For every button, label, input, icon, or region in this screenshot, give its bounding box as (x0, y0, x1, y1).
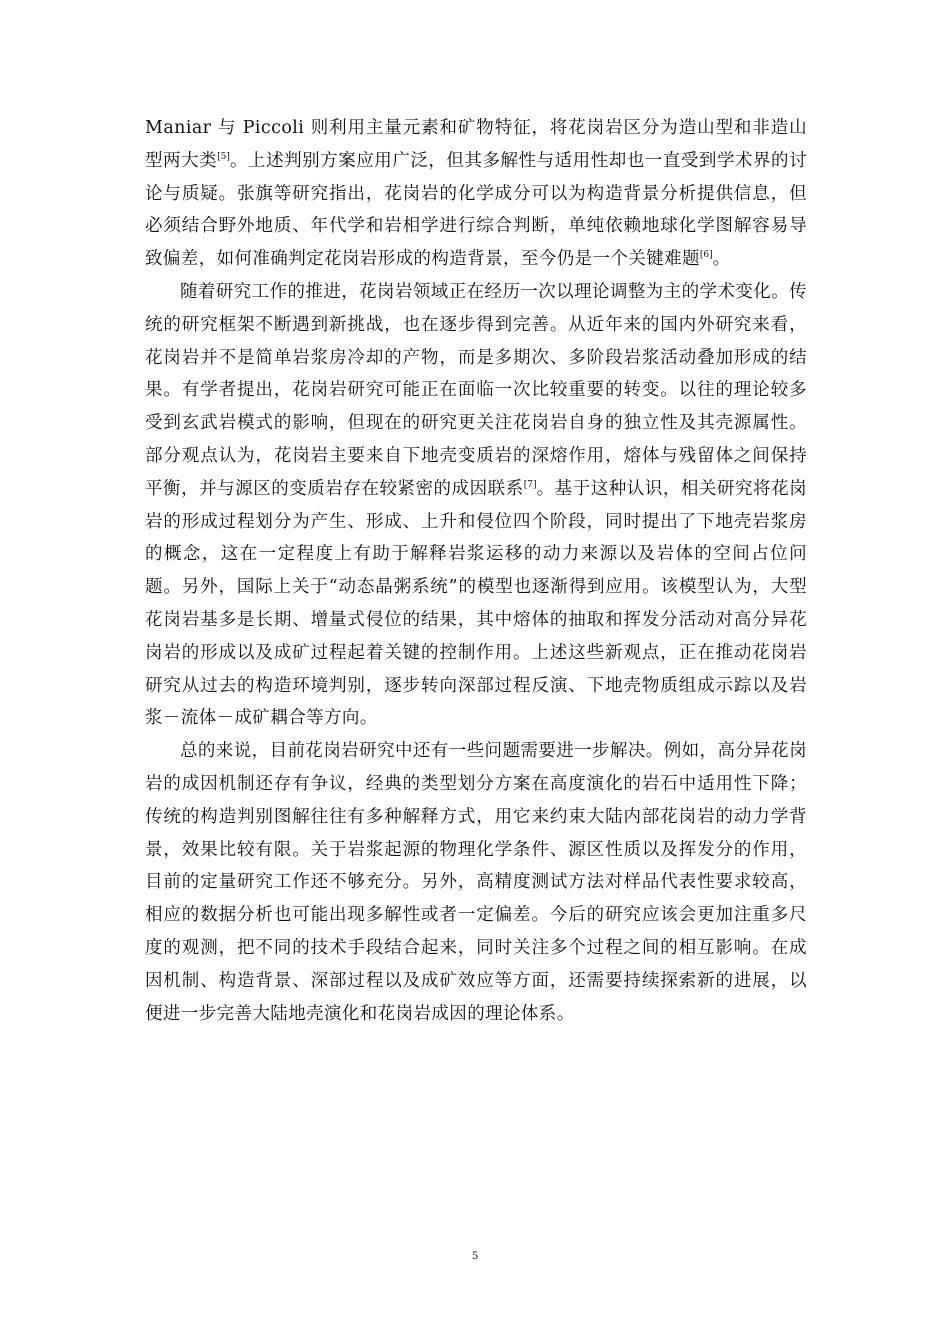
body-text (145, 112, 807, 1030)
citation-ref: [6] (699, 250, 713, 261)
paragraph-text: 随着研究工作的推进，花岗岩领域正在经历一次以理论调整为主的学术变化。传统的研究框架不断遇到新挑战，也在逐步得到完善。从近年来的国内外研究来看，花岗岩并不是简单岩浆房冷却的产物，而是多期次、多阶段岩浆活动叠加形成的结果。有学者提出，花岗岩研究可能正在面临一次比较重要的转变。以往的理论较多受到玄武岩模式的影响，但现在的研究更关注花岗岩自身的独立性及其壳源属性。部分观点认为，花岗岩主要来自下地壳变质岩的深熔作用，熔体与残留体之间保持平衡，并与源区的变质岩存在较紧密的成因联系 (145, 281, 807, 499)
paragraph-1 (145, 112, 807, 276)
paragraph-3 (145, 735, 807, 1030)
paragraph-text: 总的来说，目前花岗岩研究中还有一些问题需要进一步解决。例如，高分异花岗岩的成因机制还存有争议，经典的类型划分方案在高度演化的岩石中适用性下降；传统的构造判别图解往往有多种解释方式，用它来约束大陆内部花岗岩的动力学背景，效果比较有限。关于岩浆起源的物理化学条件、源区性质以及挥发分的作用，目前的定量研究工作还不够充分。另外，高精度测试方法对样品代表性要求较高，相应的数据分析也可能出现多解性或者一定偏差。今后的研究应该会更加注重多尺度的观测，把不同的技术手段结合起来，同时关注多个过程之间的相互影响。在成因机制、构造背景、深部过程以及成矿效应等方面，还需要持续探索新的进展，以便进一步完善大陆地壳演化和花岗岩成因的理论体系。 (145, 741, 807, 1024)
paragraph-text: 。 (712, 249, 731, 270)
citation-ref: [5] (217, 151, 230, 162)
citation-ref: [7] (523, 479, 537, 490)
paragraph-text: Maniar 与 Piccoli 则利用主量元素和矿物特征，将花岗岩区分为造山型和非造山型两大类 (145, 118, 807, 171)
page-number: 5 (472, 1248, 478, 1262)
paragraph-2 (145, 276, 807, 735)
paragraph-text: 。基于这种认识，相关研究将花岗岩的形成过程划分为产生、形成、上升和侵位四个阶段，同时提出了下地壳岩浆房的概念，这在一定程度上有助于解释岩浆运移的动力来源以及岩体的空间占位问题。另外，国际上关于“动态晶粥系统”的模型也逐渐得到应用。该模型认为，大型花岗岩基多是长期、增量式侵位的结果，其中熔体的抽取和挥发分活动对高分异花岗岩的形成以及成矿过程起着关键的控制作用。上述这些新观点，正在推动花岗岩研究从过去的构造环境判别，逐步转向深部过程反演、下地壳物质组成示踪以及岩浆－流体－成矿耦合等方向。 (145, 478, 808, 729)
paragraph-text: 。上述判别方案应用广泛，但其多解性与适用性却也一直受到学术界的讨论与质疑。张旗等研究指出，花岗岩的化学成分可以为构造背景分析提供信息，但必须结合野外地质、年代学和岩相学进行综合判断，单纯依赖地球化学图解容易导致偏差，如何准确判定花岗岩形成的构造背景，至今仍是一个关键难题 (145, 150, 807, 270)
